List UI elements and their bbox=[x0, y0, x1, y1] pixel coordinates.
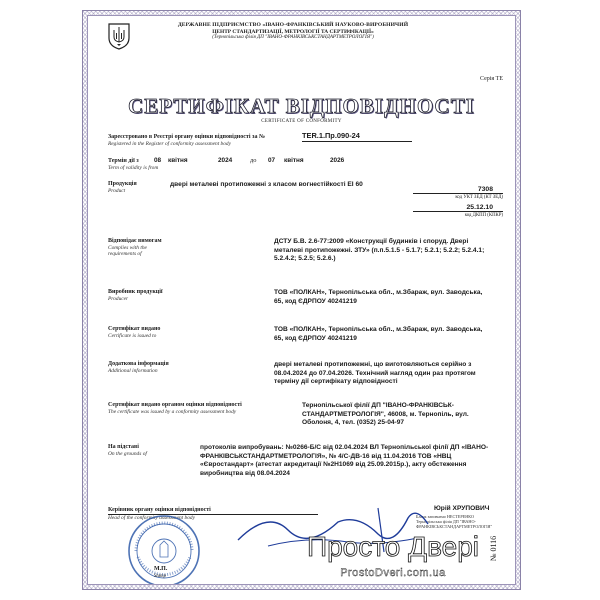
basis-label-en: On the grounds of bbox=[108, 451, 147, 457]
issuer-line-2: ЦЕНТР СТАНДАРТИЗАЦІЇ, МЕТРОЛОГІЇ ТА СЕРТИФІКАЦІЇ» bbox=[212, 28, 374, 35]
issued-to-label: Сертифікат видано bbox=[108, 326, 161, 332]
registration-row bbox=[108, 131, 498, 147]
uktzed-code-value: 7308 bbox=[477, 186, 493, 193]
term-to-month: квітня bbox=[284, 157, 304, 164]
term-from-year: 2024 bbox=[218, 157, 233, 164]
issuer-line-1: ДЕРЖАВНЕ ПІДПРИЄМСТВО «ІВАНО-ФРАНКІВСЬКИЙ НАУКОВО-ВИРОБНИЧИЙ bbox=[177, 22, 409, 28]
dkpp-code bbox=[413, 204, 503, 218]
uktzed-code-label: код УКТ ЗЕД (КТ ЗЕД) bbox=[413, 193, 503, 200]
dkpp-code-label: код ДКПП (КПКР) bbox=[413, 211, 503, 218]
product-label: Продукція bbox=[108, 181, 137, 187]
watermark-brand: Просто Двері bbox=[306, 531, 480, 562]
issuing-body-value: Тернопільської філії ДП "ІВАНО-ФРАНКІВСЬК-СТАНДАРТМЕТРОЛОГІЯ", 46008, м. Тернопіль, вул. Оболоня, 4, тел. (0352) 25-04-97 bbox=[302, 402, 469, 427]
term-from-month: квітня bbox=[168, 157, 188, 164]
issuing-body-label-en: The certificate was issued by a conformity assessment body bbox=[108, 409, 237, 415]
manufacturer-label: Виробник продукції bbox=[108, 289, 163, 295]
term-to-day: 07 bbox=[268, 157, 276, 164]
product-label-en: Product bbox=[108, 188, 126, 194]
manufacturer-label-en: Producer bbox=[108, 296, 129, 302]
filled-by-caption: Бланк заповнено НЕСТЕРЕНКО Тернопільська філія ДП "ІВАНО-ФРАНКІВСЬКСТАНДАРТМЕТРОЛОГІЯ" bbox=[416, 514, 493, 529]
issued-to-value: ТОВ «ПОЛКАН», Тернопільська обл., м.Збараж, вул. Заводська, 65, код ЄДРПОУ 40241219 bbox=[274, 326, 483, 342]
registration-label: Зареєстровано в Реєстрі органу оцінки відповідності за № bbox=[108, 134, 265, 140]
head-label-en: Head of the conformity assessment body bbox=[108, 515, 195, 521]
registration-label-en: Registered in the Register of conformity assessment body bbox=[108, 141, 232, 147]
term-label: Термін дії з bbox=[108, 158, 139, 164]
issuing-body-label: Сертифікат видано органом оцінки відповідності bbox=[108, 402, 242, 408]
requirements-label-en-2: requirements of bbox=[108, 251, 142, 257]
registration-number: TER.1.Пр.090-24 bbox=[302, 132, 412, 142]
certificate-title: СЕРТИФІКАТ ВІДПОВІДНОСТІ bbox=[128, 94, 475, 118]
series-label: Серія ТЕ bbox=[480, 76, 503, 82]
additional-info-label: Додаткова інформація bbox=[108, 361, 169, 367]
issuer-header bbox=[138, 22, 448, 42]
stamp-place-label: М.П. bbox=[154, 566, 168, 572]
issued-to-label-en: Certificate is issued to bbox=[108, 333, 157, 339]
product-value: двері металеві протипожежні з класом вогнестійкості ЕІ 60 bbox=[170, 181, 363, 188]
basis-value: протоколів випробувань: №0266-Б/С від 02.04.2024 ВЛ Тернопільської філії ДП «ІВАНО-ФРАНКІВСЬКСТАНДАРТМЕТРОЛОГІЯ», № 4/С-ДВ-16 від 11.04.2016 ТОВ «НВЦ «Євростандарт» (атестат акредитації №2Н1069 від 25.09.2015р.), акту обстеження виробництва від 08.04.2024 bbox=[200, 444, 489, 477]
requirements-label-en-1: Complies with the bbox=[108, 245, 147, 251]
requirements-value: ДСТУ Б.В. 2.6-77:2009 «Конструкції будинків і споруд. Двері металеві протипожежні. ЗТУ» (п.п.5.1.5 - 5.1.7; 5.2.1; 5.2.2; 5.2.4.1; 5.2.4.2; 5.2.5; 5.2.6.) bbox=[274, 238, 485, 263]
basis-label: На підставі bbox=[108, 444, 139, 450]
uktzed-code bbox=[413, 186, 503, 200]
certificate-body bbox=[88, 16, 515, 584]
term-from-day: 08 bbox=[154, 157, 162, 164]
issuing-body-row bbox=[108, 402, 298, 415]
issuer-line-3: (Тернопільська філія ДП "ІВАНО-ФРАНКІВСЬКСТАНДАРТМЕТРОЛОГІЯ") bbox=[212, 35, 374, 41]
validity-term-row bbox=[108, 158, 408, 171]
head-label: Керівник органу оцінки відповідності bbox=[108, 507, 318, 515]
serial-number-text: № 0116 bbox=[489, 535, 499, 562]
stamp-place-label-en: Stamp bbox=[154, 574, 166, 579]
manufacturer-value: ТОВ «ПОЛКАН», Тернопільська обл., м.Збараж, вул. Заводська, 65, код ЄДРПОУ 40241219 bbox=[274, 289, 483, 305]
coat-of-arms-icon bbox=[106, 22, 132, 50]
head-name: Юрій ХРУПОВИЧ bbox=[434, 505, 490, 512]
dkpp-code-value: 25.12.10 bbox=[466, 204, 493, 211]
brand-watermark-logo bbox=[268, 526, 515, 584]
additional-info-label-en: Additional information bbox=[108, 368, 158, 374]
term-to-year: 2026 bbox=[330, 157, 345, 164]
certificate-subtitle: CERTIFICATE OF CONFORMITY bbox=[261, 119, 342, 124]
additional-info-value: двері металеві протипожежні, що виготовляються серійно з 08.04.2024 до 07.04.2026. Технічний нагляд один раз протягом терміну дії сертифікату відповідності bbox=[274, 361, 476, 386]
requirements-label: Відповідає вимогам bbox=[108, 238, 162, 244]
certificate-sheet bbox=[83, 11, 520, 589]
term-label-en: Term of validity is from bbox=[108, 165, 159, 171]
term-to-word: до bbox=[250, 157, 257, 164]
watermark-url: ProstoDveri.com.ua bbox=[340, 567, 446, 579]
